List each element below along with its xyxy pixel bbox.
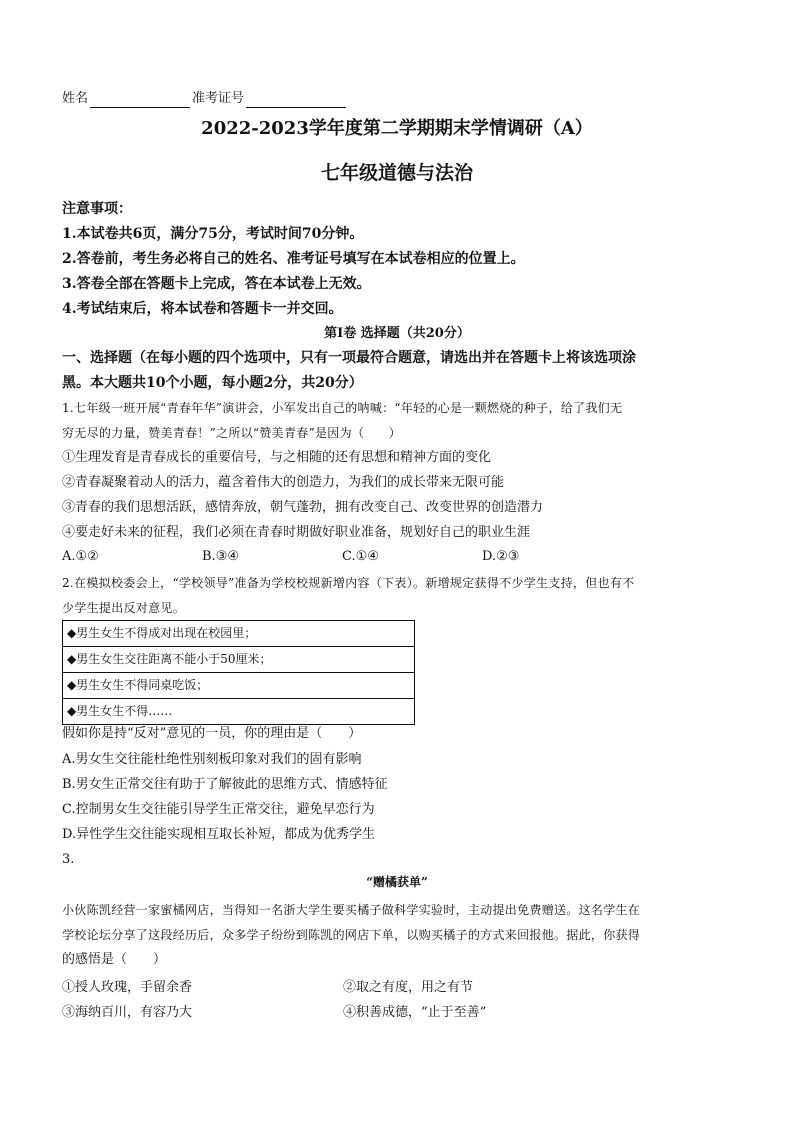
q1-statement: ①生理发育是青春成长的重要信号，与之相随的还有思想和精神方面的变化 [62,450,492,465]
exam-title: 2022-2023学年度第二学期期末学情调研（A） [201,118,593,139]
candidate-info-line [62,90,348,108]
notice-item: 4.考试结束后，将本试卷和答题卡一并交回。 [62,301,343,317]
q2-question: 假如你是持“反对”意见的一员，你的理由是（ ） [62,726,362,741]
name-blank[interactable] [90,94,190,108]
subject-title: 七年级道德与法治 [320,162,473,184]
q3-statement-row [62,976,622,994]
q3-number: 3. [62,852,75,867]
q2-stem: 2.在模拟校委会上，“学校领导”准备为学校校规新增内容（下表）。新增规定获得不少学生支持，但也有不 [62,576,635,590]
q2-stem: 少学生提出反对意见。 [62,601,186,615]
table-row: ◆男生女生不得同桌吃饭； [63,673,414,699]
q2-option-c[interactable]: C.控制男女生交往能引导学生正常交往，避免早恋行为 [62,802,375,817]
q1-statement: ④要走好未来的征程，我们必须在青春时期做好职业准备，规划好自己的职业生涯 [62,525,531,540]
notice-item: 3.答卷全部在答题卡上完成，答在本试卷上无效。 [62,276,371,292]
notice-item: 2.答卷前，考生务必将自己的姓名、准考证号填写在本试卷相应的位置上。 [62,251,525,267]
q1-stem: 穷无尽的力量，赞美青春！”之所以“赞美青春”是因为（ ） [62,426,402,440]
table-row: ◆男生女生不得成对出现在校园里； [63,621,414,647]
q2-option-d[interactable]: D.异性学生交往能实现相互取长补短，都成为优秀学生 [62,827,376,842]
q3-stem: 小伙陈凯经营一家蜜橘网店，当得知一名浙大学生要买橘子做科学实验时，主动提出免费赠送。这名学生在 [62,903,641,917]
exam-id-blank[interactable] [246,94,346,108]
table-row: ◆男生女生交往距离不能小于50厘米； [63,647,414,673]
q1-stem: 1.七年级一班开展“青春年华”演讲会，小军发出自己的呐喊：“年轻的心是一颗燃烧的种子，给了我们无 [62,401,623,415]
section-title: 第Ⅰ卷 选择题（共20分） [324,326,470,341]
name-label: 姓名 [62,91,89,106]
q3-stem: 的感悟是（ ） [62,952,167,967]
q1-choice-b[interactable]: B.③④ [202,549,239,564]
q1-choice-c[interactable]: C.①④ [342,549,379,564]
notice-heading: 注意事项： [62,201,132,217]
exam-id-label: 准考证号 [192,91,245,106]
q2-option-b[interactable]: B.男女生正常交往有助于了解彼此的思维方式、情感特征 [62,777,388,792]
q3-stem: 学校论坛分享了这段经历后，众多学子纷纷到陈凯的网店下单，以购买橘子的方式来回报他。据此，你获得 [62,928,641,942]
q3-statement: ④积善成德，“止于至善” [343,1005,487,1020]
q1-choices [62,549,582,567]
q1-statement: ②青春凝聚着动人的活力，蕴含着伟大的创造力，为我们的成长带来无限可能 [62,475,505,490]
section-instruction: 一、选择题（在每小题的四个选项中，只有一项最符合题意，请选出并在答题卡上将该选项涂 [62,350,636,366]
q1-choice-d[interactable]: D.②③ [482,549,520,564]
q3-statement: ③海纳百川，有容乃大 [62,1005,193,1020]
q2-rules-table [62,620,415,725]
table-row: ◆男生女生不得…… [67,704,173,718]
q3-statement-row [62,1001,622,1019]
q1-statement: ③青春的我们思想活跃，感情奔放，朝气蓬勃，拥有改变自己、改变世界的创造潜力 [62,500,544,515]
q3-story-title: “赠橘获单” [366,875,428,889]
q1-choice-a[interactable]: A.①② [62,549,99,564]
q2-option-a[interactable]: A.男女生交往能杜绝性别刻板印象对我们的固有影响 [62,752,362,767]
notice-item: 1.本试卷共6页，满分75分，考试时间70分钟。 [62,226,364,242]
q3-statement: ②取之有度，用之有节 [343,980,474,995]
q3-statement: ①授人玫瑰，手留余香 [62,980,193,995]
section-instruction: 黑。本大题共10个小题，每小题2分，共20分） [62,375,363,391]
